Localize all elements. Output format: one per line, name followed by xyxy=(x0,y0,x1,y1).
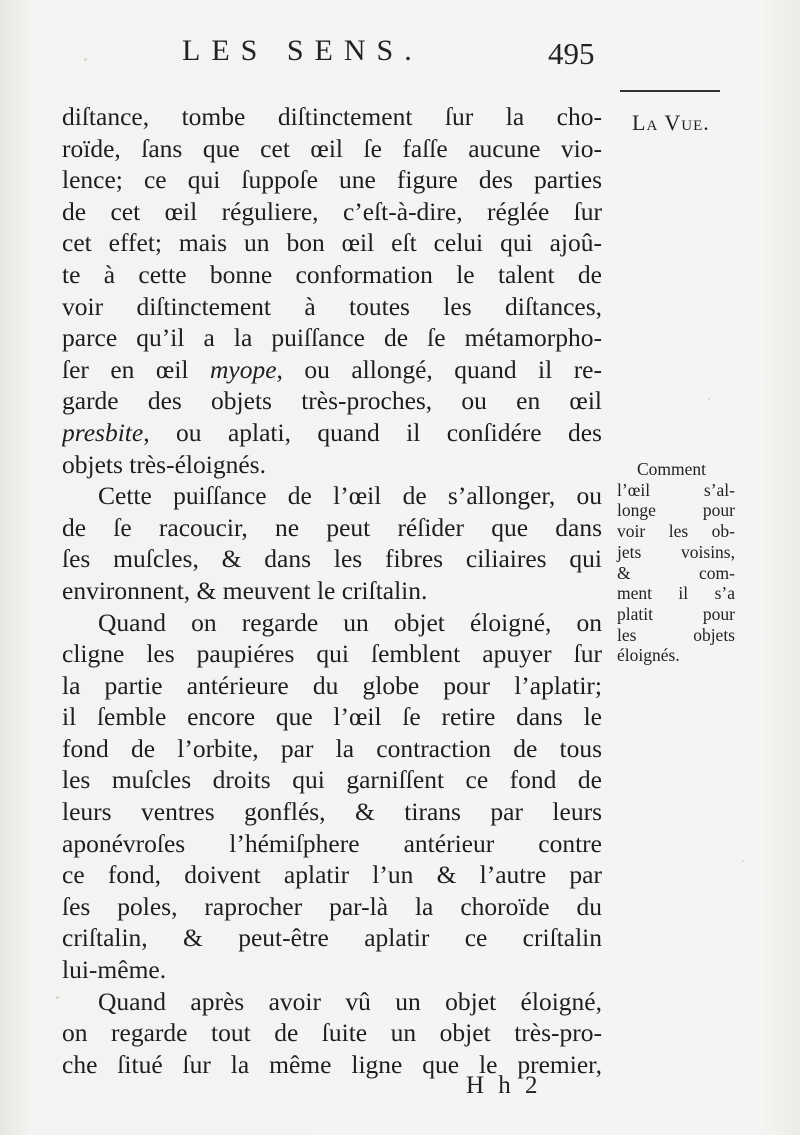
text-line: leurs ventres gonflés, & tirans par leurs xyxy=(62,797,602,827)
text-line: on regarde tout de ſuite un objet très-pro- xyxy=(62,1018,602,1048)
text-line: il ſemble encore que l’œil ſe retire dans le xyxy=(62,702,602,732)
text-line: lui-même. xyxy=(62,955,167,985)
text-line: la partie antérieure du globe pour l’aplatir; xyxy=(62,670,602,700)
paper-speck xyxy=(84,58,87,61)
text-line: objets très-éloignés. xyxy=(62,449,266,479)
text-line: ce fond, doivent aplatir l’un & l’autre par xyxy=(62,860,602,890)
text-line: criſtalin, & peut-être aplatir ce criſtalin xyxy=(62,923,602,953)
text-line: garde des objets très-proches, ou en œil xyxy=(62,386,602,416)
text-line: fond de l’orbite, par la contraction de tous xyxy=(62,733,602,763)
text-segment: , ou allongé, quand il re- xyxy=(276,354,602,384)
text-line: ſes poles, raprocher par-là la choroïde du xyxy=(62,891,602,921)
margin-rule xyxy=(620,90,720,92)
page-number: 495 xyxy=(548,36,595,71)
text-line: parce qu’il a la puiſſance de ſe métamorpho- xyxy=(62,323,602,353)
text-line-mixed xyxy=(62,354,602,386)
text-line: Quand après avoir vû un objet éloigné, xyxy=(98,986,602,1016)
text-line: te à cette bonne conformation le talent de xyxy=(62,259,602,289)
text-line: lence; ce qui ſuppoſe une figure des parties xyxy=(62,165,602,195)
margin-note-line: les objets xyxy=(617,624,735,645)
running-title: LES SENS. xyxy=(182,34,423,67)
margin-note xyxy=(617,459,735,666)
margin-section-head: La Vue. xyxy=(632,110,710,135)
margin-note-line: l’œil s’al- xyxy=(617,479,735,500)
margin-note-line: ment il s’a xyxy=(617,583,735,604)
text-line: de cet œil réguliere, c’eſt-à-dire, réglée ſur xyxy=(62,196,602,226)
text-line: les muſcles droits qui garniſſent ce fond de xyxy=(62,765,602,795)
margin-note-line: longe pour xyxy=(617,500,735,521)
margin-note-line: platit pour xyxy=(617,603,735,624)
text-line: diſtance, tombe diſtinctement ſur la cho- xyxy=(62,102,602,131)
italic-term-presbite: presbite xyxy=(62,417,144,447)
text-line: environnent, & meuvent le criſtalin. xyxy=(62,575,428,605)
text-line: Quand on regarde un objet éloigné, on xyxy=(98,607,602,637)
margin-note-line: & com- xyxy=(617,562,735,583)
margin-note-line: jets voisins, xyxy=(617,541,735,562)
text-line: ſes muſcles, & dans les fibres ciliaires qui xyxy=(62,544,602,574)
paper-speck xyxy=(742,860,744,862)
paper-speck xyxy=(708,398,710,400)
text-line: de ſe racoucir, ne peut réſider que dans xyxy=(62,512,602,542)
text-line-mixed xyxy=(62,417,602,449)
margin-note-line: Comment xyxy=(637,459,707,479)
margin-note-line: voir les ob- xyxy=(617,521,735,542)
signature-mark: H h 2 xyxy=(466,1072,542,1099)
text-line: che ſitué ſur la même ligne que le premier, xyxy=(62,1049,602,1079)
margin-note-line: éloignés. xyxy=(617,645,680,666)
paper-speck xyxy=(56,996,59,999)
italic-term-myope: myope xyxy=(209,354,277,384)
text-line: voir diſtinctement à toutes les diſtances, xyxy=(62,291,602,321)
text-segment: , ou aplati, quand il conſidére des xyxy=(143,417,602,447)
text-line: roïde, ſans que cet œil ſe faſſe aucune vio- xyxy=(62,133,602,163)
text-segment: ſer en œil xyxy=(62,354,189,384)
text-line: cligne les paupiéres qui ſemblent apuyer ſur xyxy=(62,639,602,669)
text-line: Cette puiſſance de l’œil de s’allonger, ou xyxy=(98,481,602,511)
text-line: aponévroſes l’hémiſphere antérieur contre xyxy=(62,828,602,858)
main-text xyxy=(62,101,602,1080)
text-line: cet effet; mais un bon œil eſt celui qui ajoû- xyxy=(62,228,602,258)
page-header xyxy=(0,34,800,74)
